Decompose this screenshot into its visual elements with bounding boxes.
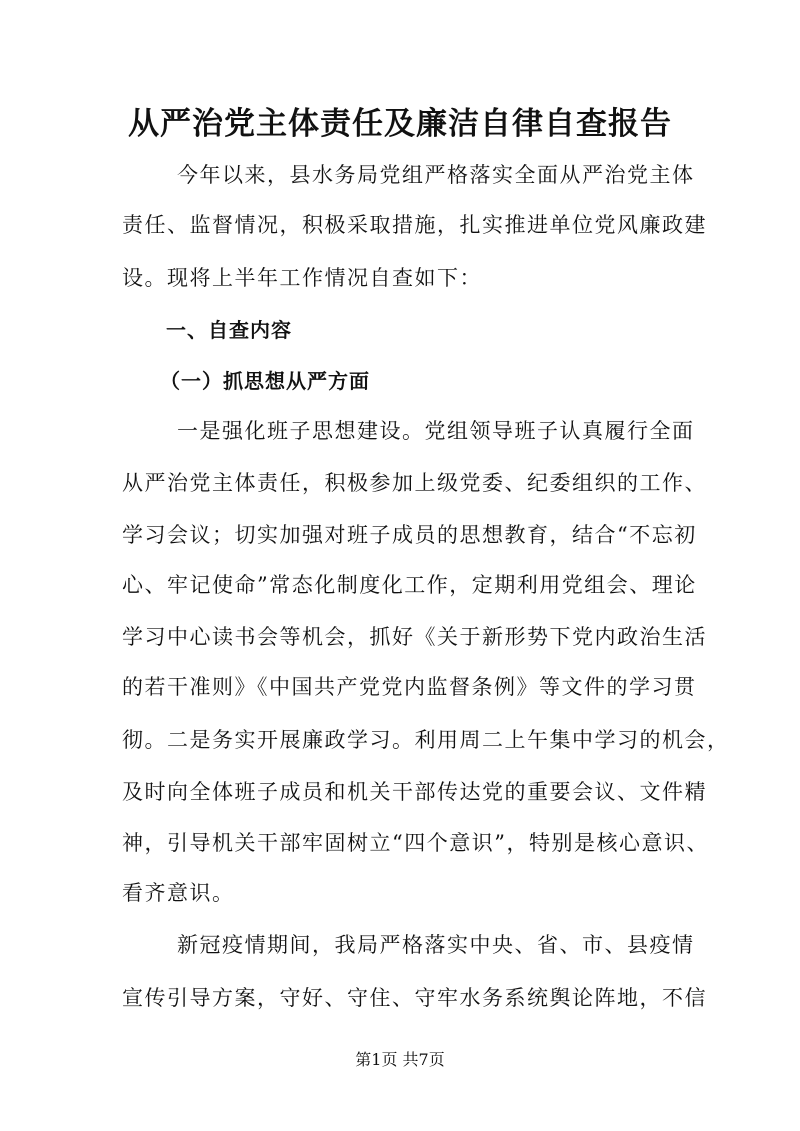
page-number: 第1页 共7页 — [355, 1050, 445, 1069]
paragraph-line: 看齐意识。 — [122, 881, 235, 905]
paragraph-line: 学习中心读书会等机会，抓好《关于新形势下党内政治生活 — [122, 625, 707, 649]
paragraph-line: 责任、监督情况，积极采取措施，扎实推进单位党风廉政建 — [122, 213, 707, 237]
paragraph-line: 神，引导机关干部牢固树立“四个意识”，特别是核心意识、 — [122, 831, 709, 855]
paragraph-line: 的若干准则》《中国共产党党内监督条例》等文件的学习贯 — [122, 675, 697, 699]
document-title: 从严治党主体责任及廉洁自律自查报告 — [128, 106, 672, 142]
paragraph-line: 一是强化班子思想建设。党组领导班子认真履行全面 — [177, 419, 695, 443]
paragraph-line: 从严治党主体责任，积极参加上级党委、纪委组织的工作、 — [122, 471, 707, 495]
paragraph-line: 设。现将上半年工作情况自查如下： — [122, 266, 482, 290]
paragraph-line: 新冠疫情期间，我局严格落实中央、省、市、县疫情 — [177, 933, 695, 957]
paragraph-line: 彻。二是务实开展廉政学习。利用周二上午集中学习的机会， — [122, 728, 730, 752]
section-heading: 一、自查内容 — [166, 318, 292, 342]
subsection-heading: （一）抓思想从严方面 — [160, 369, 370, 393]
paragraph-line: 宣传引导方案，守好、守住、守牢水务系统舆论阵地，不信 — [122, 986, 707, 1010]
paragraph-line: 今年以来，县水务局党组严格落实全面从严治党主体 — [177, 163, 695, 187]
paragraph-line: 及时向全体班子成员和机关干部传达党的重要会议、文件精 — [122, 780, 707, 804]
paragraph-line: 心、牢记使命”常态化制度化工作，定期利用党组会、理论 — [122, 573, 697, 597]
paragraph-line: 学习会议；切实加强对班子成员的思想教育，结合“不忘初 — [122, 523, 697, 547]
